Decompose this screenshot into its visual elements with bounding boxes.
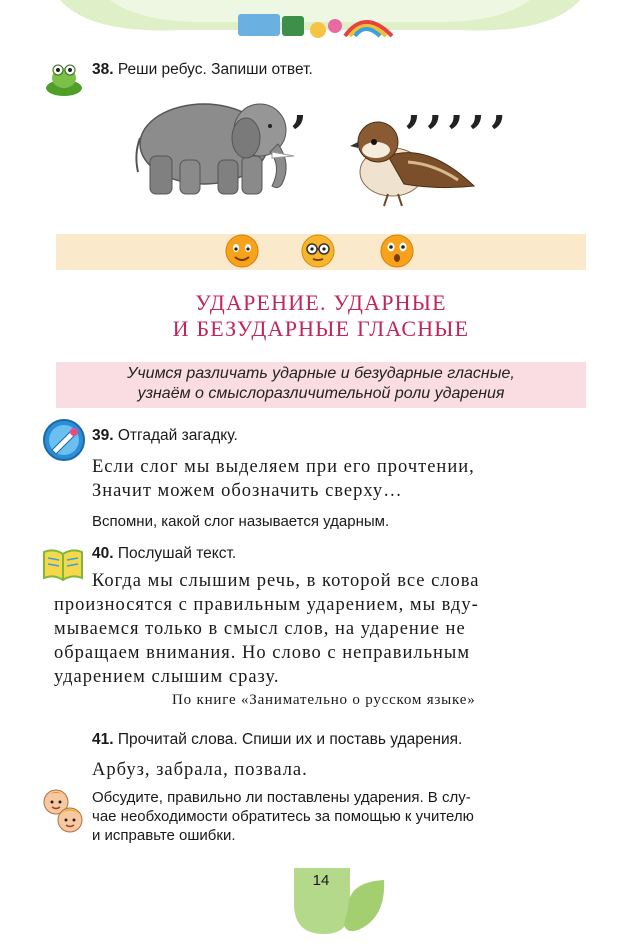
rebus-commas: ,,,,, <box>406 82 513 133</box>
rebus-comma: , <box>292 82 308 133</box>
passage-line: ударением слышим сразу. <box>54 667 280 687</box>
lesson-goal-line-1: Учимся различать ударные и безударные гласные, <box>127 365 515 382</box>
passage-source: По книге «Занимательно о русском языке» <box>172 692 476 708</box>
glasses-face-icon <box>301 234 335 268</box>
discussion-line: и исправьте ошибки. <box>92 827 236 844</box>
frog-icon <box>44 58 84 98</box>
surprised-face-icon <box>380 234 414 268</box>
section-title-line-2: И БЕЗУДАРНЫЕ ГЛАСНЫЕ <box>172 316 470 341</box>
passage-line: Когда мы слышим речь, в которой все слова <box>92 571 480 591</box>
riddle-hint: Вспомни, какой слог называется ударным. <box>92 513 390 530</box>
passage-line: обращаем внимания. Но слово с неправильным <box>54 643 471 663</box>
riddle-line-2: Значит можем обозначить сверху… <box>92 481 403 501</box>
passage-line: произносятся с правильным ударением, мы вду- <box>54 595 479 615</box>
lesson-goal <box>56 362 586 408</box>
task-text: Отгадай загадку. <box>117 427 238 444</box>
riddle <box>92 455 592 503</box>
word-list: Арбуз, забрала, позвала. <box>92 760 308 780</box>
task-number: 39. <box>92 427 114 444</box>
task-text: Послушай текст. <box>117 545 237 562</box>
header-decoration <box>0 0 638 50</box>
discussion-task <box>92 788 592 845</box>
task-41 <box>92 730 462 750</box>
text-passage <box>54 569 586 689</box>
task-text: Реши ребус. Запиши ответ. <box>117 61 313 78</box>
task-38 <box>92 60 313 80</box>
task-40 <box>92 544 236 564</box>
lesson-goal-line-2: узнаём о смыслоразличительной роли ударения <box>137 385 505 402</box>
riddle-line-1: Если слог мы выделяем при его прочтении, <box>92 457 475 477</box>
elephant-image <box>132 94 297 198</box>
discussion-line: чае необходимости обратитесь за помощью к учителю <box>92 808 474 825</box>
task-39 <box>92 426 238 446</box>
task-number: 40. <box>92 545 114 562</box>
section-title <box>56 290 586 342</box>
discussion-line: Обсудите, правильно ли поставлены ударения. В слу- <box>92 789 471 806</box>
task-number: 38. <box>92 61 114 78</box>
page-number: 14 <box>312 872 330 889</box>
children-icon <box>40 786 86 836</box>
smile-icon <box>225 234 259 268</box>
section-title-line-1: УДАРЕНИЕ. УДАРНЫЕ <box>195 290 447 315</box>
passage-line: мываемся только в смысл слов, на ударение не <box>54 619 466 639</box>
task-number: 41. <box>92 731 114 748</box>
task-text: Прочитай слова. Спиши их и поставь ударения. <box>117 731 463 748</box>
pen-icon <box>42 418 86 462</box>
